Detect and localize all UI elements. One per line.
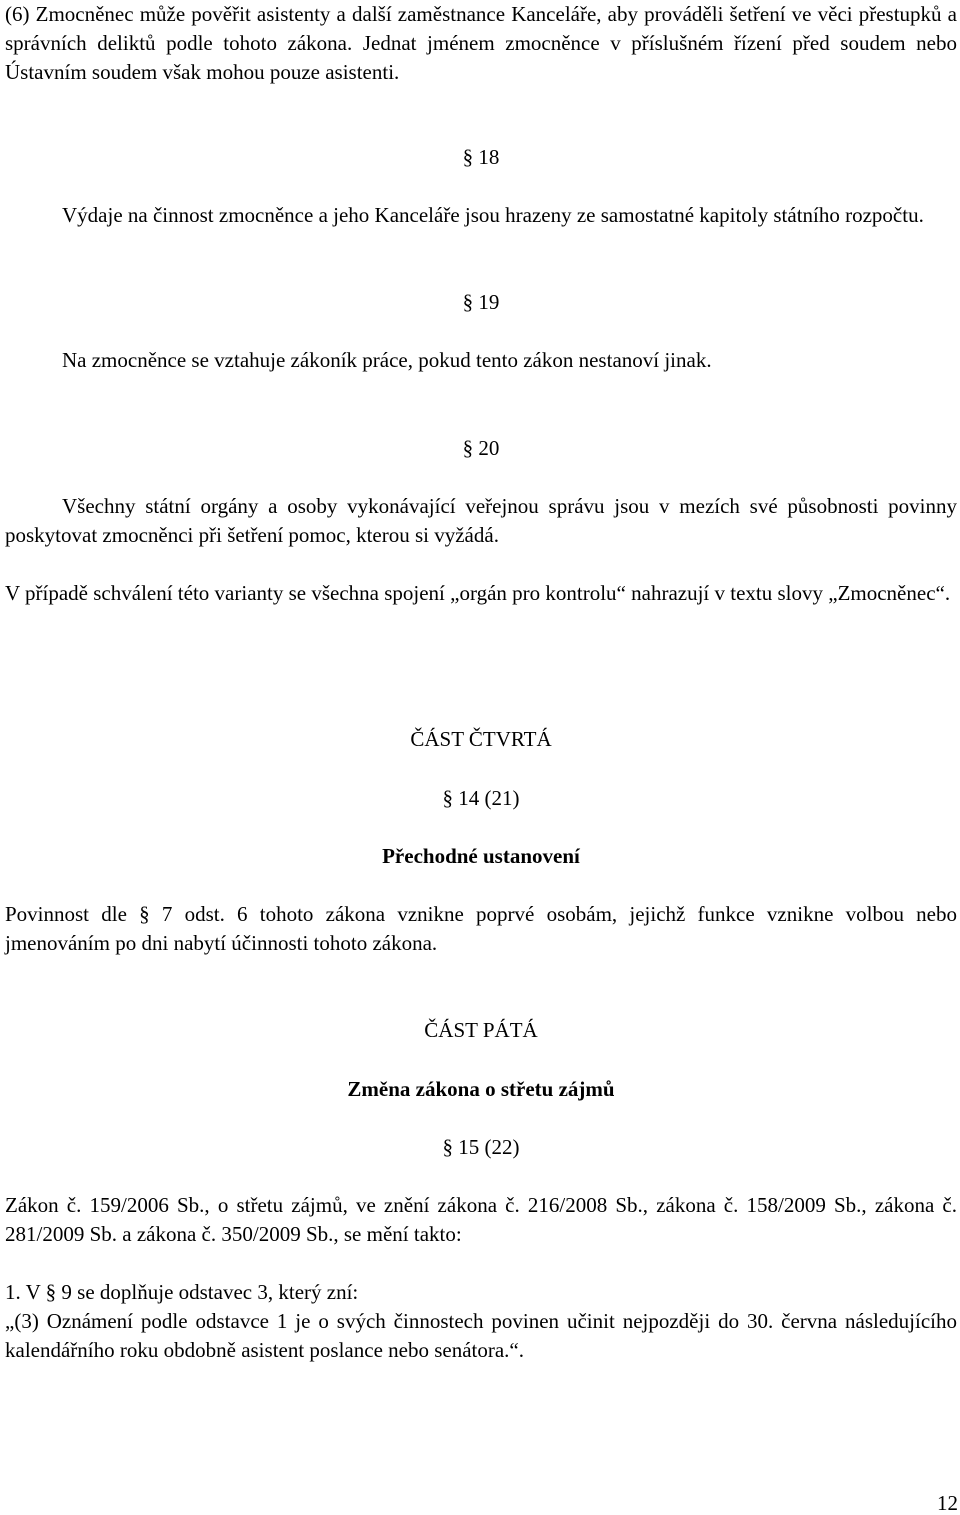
variant-note: V případě schválení této varianty se všechna spojení „orgán pro kontrolu“ nahrazují v textu slovy „Zmocněnec“. <box>5 581 951 605</box>
amendment-item-1: 1. V § 9 se doplňuje odstavec 3, který zní: <box>5 1280 359 1304</box>
section-18-heading: § 18 <box>462 145 500 169</box>
part-4-heading: ČÁST ČTVRTÁ <box>410 727 552 751</box>
page-number: 12 <box>937 1491 958 1515</box>
section-14-title: Přechodné ustanovení <box>382 844 580 868</box>
section-14-heading: § 14 (21) <box>442 786 520 810</box>
section-19-text: Na zmocněnce se vztahuje zákoník práce, pokud tento zákon nestanoví jinak. <box>62 348 712 372</box>
section-20-text: Všechny státní orgány a osoby vykonávající veřejnou správu jsou v mezích své působnosti povinny poskytovat zmocněnci při šetření pomoc, kterou si vyžádá. <box>5 494 957 547</box>
part-5-title: Změna zákona o střetu zájmů <box>347 1077 615 1101</box>
section-19-heading: § 19 <box>462 290 500 314</box>
paragraph-6: (6) Zmocněnec může pověřit asistenty a další zaměstnance Kanceláře, aby prováděli šetření ve věci přestupků a správních deliktů podle tohoto zákona. Jednat jménem zmocněnce v příslušném řízení před soudem nebo Ústavním soudem však mohou pouze asistenti. <box>5 2 957 84</box>
amendment-item-1-quote: „(3) Oznámení podle odstavce 1 je o svých činnostech povinen učinit nejpozději do 30. června následujícího kalendářního roku obdobně asistent poslance nebo senátora.“. <box>5 1309 957 1362</box>
document-page <box>5 0 957 1515</box>
section-18-text: Výdaje na činnost zmocněnce a jeho Kanceláře jsou hrazeny ze samostatné kapitoly státního rozpočtu. <box>62 203 924 227</box>
section-15-heading: § 15 (22) <box>442 1135 520 1159</box>
section-20-heading: § 20 <box>462 436 500 460</box>
section-14-text: Povinnost dle § 7 odst. 6 tohoto zákona vznikne poprvé osobám, jejichž funkce vznikne volbou nebo jmenováním po dni nabytí účinnosti tohoto zákona. <box>5 902 957 955</box>
part-5-heading: ČÁST PÁTÁ <box>424 1018 538 1042</box>
section-15-text: Zákon č. 159/2006 Sb., o střetu zájmů, ve znění zákona č. 216/2008 Sb., zákona č. 158/2009 Sb., zákona č. 281/2009 Sb. a zákona č. 350/2009 Sb., se mění takto: <box>5 1193 957 1246</box>
